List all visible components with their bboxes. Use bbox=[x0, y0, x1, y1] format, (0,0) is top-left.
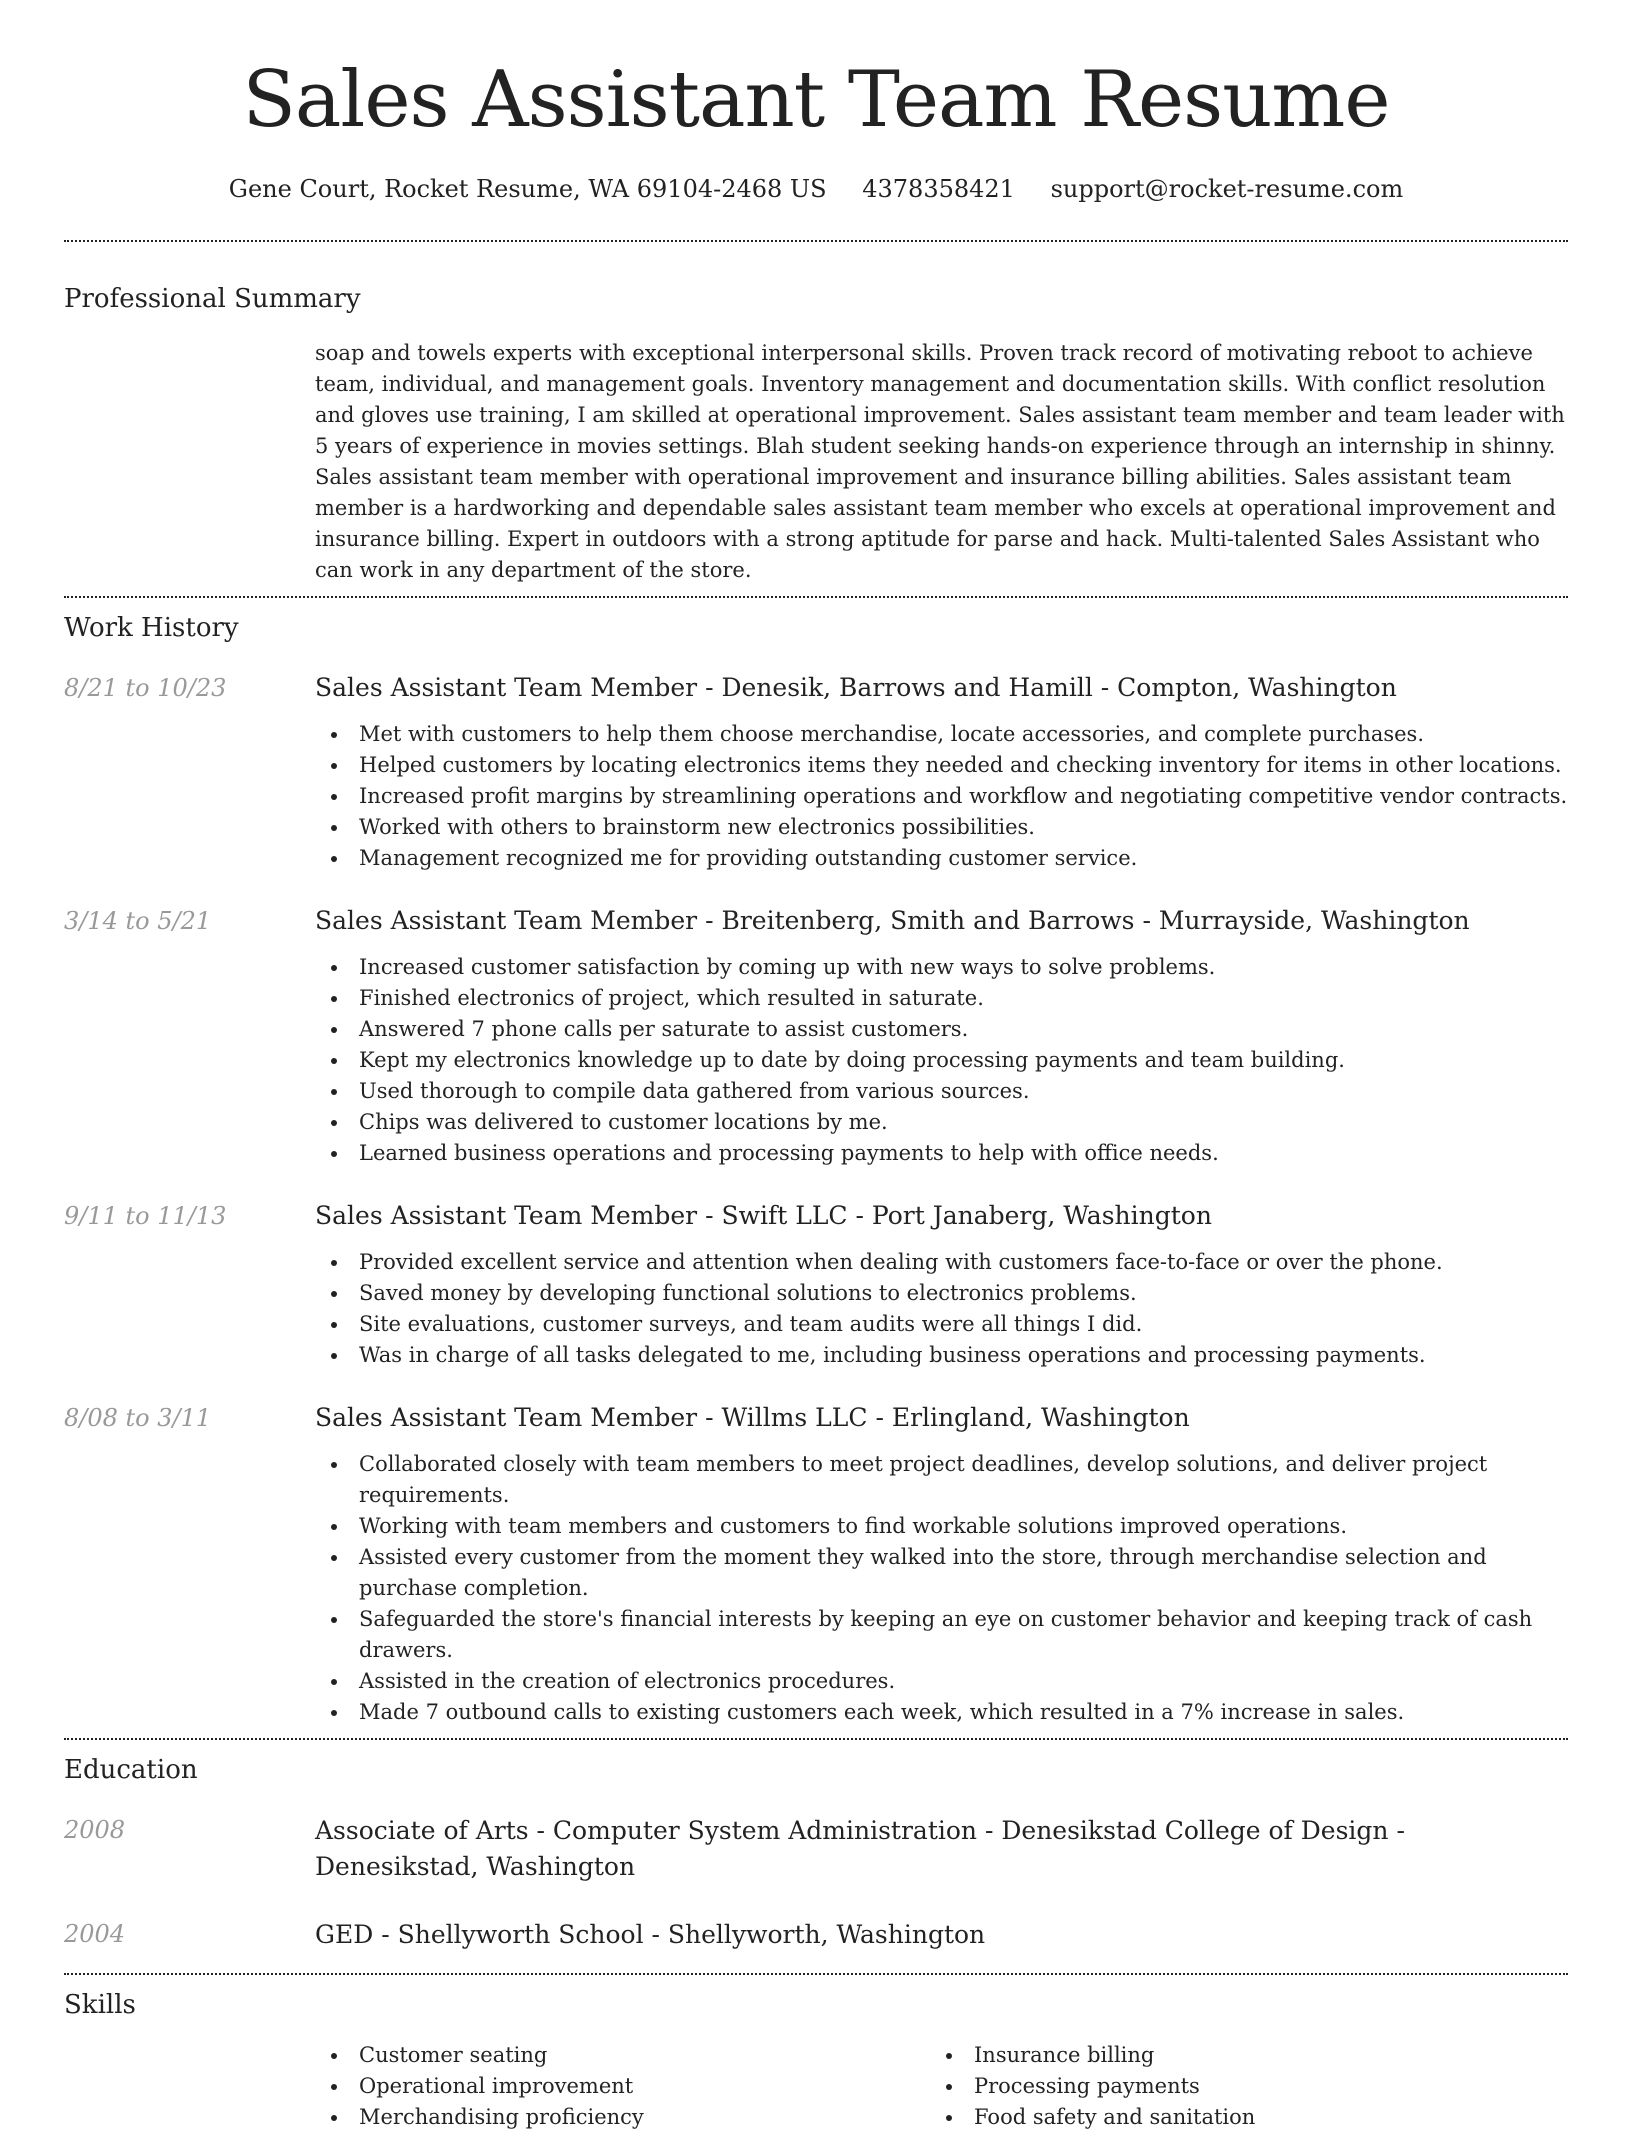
education-section bbox=[64, 1753, 1568, 1953]
job-entry bbox=[64, 1401, 1568, 1728]
list-item: Saved money by developing functional solutions to electronics problems. bbox=[315, 1278, 1568, 1309]
list-item: Helped customers by locating electronics items they needed and checking inventory for items in other locations. bbox=[315, 750, 1568, 781]
education-entry bbox=[64, 1917, 1568, 1953]
list-item: Made 7 outbound calls to existing customers each week, which resulted in a 7% increase in sales. bbox=[315, 1697, 1568, 1728]
list-item: Safeguarded the store's financial interests by keeping an eye on customer behavior and keeping track of cash drawers. bbox=[315, 1604, 1568, 1666]
divider bbox=[64, 1973, 1568, 1975]
work-history-section bbox=[64, 611, 1568, 1728]
job-dates: 3/14 to 5/21 bbox=[64, 907, 212, 935]
job-entry bbox=[64, 1199, 1568, 1371]
list-item: Used thorough to compile data gathered from various sources. bbox=[315, 1076, 1568, 1107]
list-item: Answered 7 phone calls per saturate to assist customers. bbox=[315, 1014, 1568, 1045]
job-dates: 8/21 to 10/23 bbox=[64, 674, 227, 702]
education-year: 2008 bbox=[64, 1816, 126, 1844]
education-details: - Shellyworth School - Shellyworth, Washington bbox=[373, 1920, 986, 1949]
contact-line bbox=[64, 172, 1568, 206]
phone: 4378358421 bbox=[862, 175, 1015, 203]
list-item: Collaborated closely with team members to meet project deadlines, develop solutions, and deliver project requirements. bbox=[315, 1449, 1568, 1511]
divider bbox=[64, 240, 1568, 242]
divider bbox=[64, 596, 1568, 598]
list-item: Was in charge of all tasks delegated to me, including business operations and processing payments. bbox=[315, 1340, 1568, 1371]
education-year: 2004 bbox=[64, 1920, 126, 1948]
education-degree: GED bbox=[315, 1920, 374, 1949]
email: support@rocket-resume.com bbox=[1050, 175, 1404, 203]
education-heading: Education bbox=[64, 1755, 198, 1785]
summary-heading: Professional Summary bbox=[64, 284, 361, 314]
list-item: Chips was delivered to customer locations by me. bbox=[315, 1107, 1568, 1138]
job-dates: 8/08 to 3/11 bbox=[64, 1404, 212, 1432]
education-details: - Denesikstad College of Design - Denesikstad, Washington bbox=[315, 1816, 1405, 1881]
skills-list-right bbox=[930, 2040, 1545, 2133]
skill-item: Processing payments bbox=[930, 2071, 1545, 2102]
skills-heading: Skills bbox=[64, 1990, 136, 2020]
education-degree: Associate of Arts - Computer System Administration bbox=[315, 1816, 978, 1845]
list-item: Worked with others to brainstorm new electronics possibilities. bbox=[315, 812, 1568, 843]
summary-text: soap and towels experts with exceptional interpersonal skills. Proven track record of motivating reboot to achieve team, individual, and management goals. Inventory management and documentation skills. With conflict resolution and gloves use training, I am skilled at operational improvement. Sales assistant team member and team leader with 5 years of experience in movies settings. Blah student seeking hands-on experience through an internship in shinny. Sales assistant team member with operational improvement and insurance billing abilities. Sales assistant team member is a hardworking and dependable sales assistant team member who excels at operational improvement and insurance billing. Expert in outdoors with a strong aptitude for parse and hack. Multi-talented Sales Assistant who can work in any department of the store. bbox=[315, 341, 1565, 582]
resume-title: Sales Assistant Team Resume bbox=[242, 55, 1390, 145]
education-entry bbox=[64, 1813, 1568, 1885]
list-item: Provided excellent service and attention when dealing with customers face-to-face or over the phone. bbox=[315, 1247, 1568, 1278]
skills-section bbox=[64, 1988, 1568, 2133]
list-item: Site evaluations, customer surveys, and team audits were all things I did. bbox=[315, 1309, 1568, 1340]
list-item: Increased customer satisfaction by coming up with new ways to solve problems. bbox=[315, 952, 1568, 983]
list-item: Working with team members and customers to find workable solutions improved operations. bbox=[315, 1511, 1568, 1542]
skill-item: Operational improvement bbox=[315, 2071, 930, 2102]
job-bullets bbox=[315, 952, 1568, 1169]
job-bullets bbox=[315, 1449, 1568, 1728]
list-item: Increased profit margins by streamlining operations and workflow and negotiating competitive vendor contracts. bbox=[315, 781, 1568, 812]
list-item: Kept my electronics knowledge up to date by doing processing payments and team building. bbox=[315, 1045, 1568, 1076]
list-item: Management recognized me for providing outstanding customer service. bbox=[315, 843, 1568, 874]
list-item: Finished electronics of project, which resulted in saturate. bbox=[315, 983, 1568, 1014]
job-title: Sales Assistant Team Member - Denesik, Barrows and Hamill - Compton, Washington bbox=[315, 673, 1397, 702]
job-bullets bbox=[315, 719, 1568, 874]
work-history-heading: Work History bbox=[64, 613, 239, 643]
job-title: Sales Assistant Team Member - Willms LLC - Erlingland, Washington bbox=[315, 1403, 1190, 1432]
list-item: Assisted every customer from the moment they walked into the store, through merchandise selection and purchase completion. bbox=[315, 1542, 1568, 1604]
skill-item: Merchandising proficiency bbox=[315, 2102, 930, 2133]
divider bbox=[64, 1738, 1568, 1740]
skill-item: Food safety and sanitation bbox=[930, 2102, 1545, 2133]
job-entry bbox=[64, 904, 1568, 1169]
list-item: Learned business operations and processing payments to help with office needs. bbox=[315, 1138, 1568, 1169]
address: Gene Court, Rocket Resume, WA 69104-2468 US bbox=[228, 175, 827, 203]
job-dates: 9/11 to 11/13 bbox=[64, 1202, 227, 1230]
job-bullets bbox=[315, 1247, 1568, 1371]
list-item: Assisted in the creation of electronics procedures. bbox=[315, 1666, 1568, 1697]
skills-list-left bbox=[315, 2040, 930, 2133]
skill-item: Insurance billing bbox=[930, 2040, 1545, 2071]
job-title: Sales Assistant Team Member - Swift LLC - Port Janaberg, Washington bbox=[315, 1201, 1212, 1230]
skill-item: Customer seating bbox=[315, 2040, 930, 2071]
job-title: Sales Assistant Team Member - Breitenberg, Smith and Barrows - Murrayside, Washington bbox=[315, 906, 1470, 935]
resume-page bbox=[64, 0, 1568, 2129]
summary-section bbox=[64, 282, 1568, 586]
list-item: Met with customers to help them choose merchandise, locate accessories, and complete purchases. bbox=[315, 719, 1568, 750]
job-entry bbox=[64, 671, 1568, 874]
